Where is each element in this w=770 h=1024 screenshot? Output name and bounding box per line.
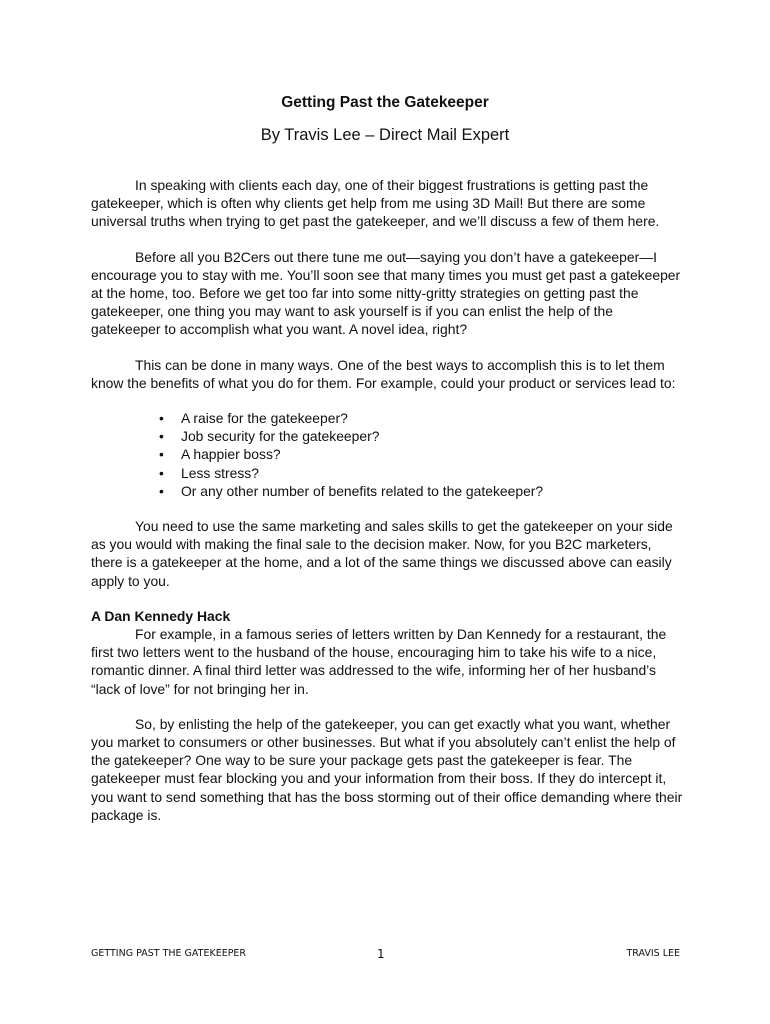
- bullet-icon: •: [159, 446, 164, 463]
- list-item-text: Less stress?: [181, 464, 259, 481]
- list-item-text: Or any other number of benefits related to the gatekeeper?: [181, 482, 544, 499]
- section-heading: A Dan Kennedy Hack: [91, 607, 231, 624]
- bullet-icon: •: [159, 464, 164, 481]
- footer-author: TRAVIS LEE: [626, 948, 680, 959]
- paragraph: This can be done in many ways. One of the best ways to accomplish this is to let them know the benefits of what you do for them. For example, could your product or services lead to:: [91, 356, 676, 391]
- document-title: Getting Past the Gatekeeper: [281, 94, 489, 111]
- paragraph: For example, in a famous series of letters written by Dan Kennedy for a restaurant, the first two letters went to the husband of the house, encouraging him to take his wife to a nice, romantic dinner. A final third letter was addressed to the wife, informing her of her husband’s “lack of love” for not bringing her in.: [91, 626, 667, 697]
- list-item-text: Job security for the gatekeeper?: [181, 428, 380, 445]
- page-number: 1: [377, 947, 385, 961]
- paragraph: In speaking with clients each day, one of their biggest frustrations is getting past the gatekeeper, which is often why clients get help from me using 3D Mail! But there are some universal truths when trying to get past the gatekeeper, and we’ll discuss a few of them here.: [91, 177, 660, 230]
- paragraph: So, by enlisting the help of the gatekeeper, you can get exactly what you want, whether you market to consumers or other businesses. But what if you absolutely can’t enlist the help of the gatekeeper? One way to be sure your package gets past the gatekeeper is fear. The gatekeeper must fear blocking you and your information from their boss. If they do intercept it, you want to send something that has the boss storming out of their office demanding where their package is.: [91, 715, 683, 823]
- list-item-text: A happier boss?: [181, 446, 281, 463]
- page-footer: [91, 946, 680, 964]
- bullet-icon: •: [159, 428, 164, 445]
- bullet-icon: •: [159, 410, 164, 427]
- list-item: [159, 427, 683, 445]
- paragraph: You need to use the same marketing and sales skills to get the gatekeeper on your side as you would with making the final sale to the decision maker. Now, for you B2C marketers, there is a gatekeeper at the home, and a lot of the same things we discussed above can easily apply to you.: [91, 518, 673, 589]
- list-item-text: A raise for the gatekeeper?: [181, 410, 348, 427]
- list-item: [159, 464, 683, 482]
- document-body: [91, 176, 683, 841]
- benefits-list: [91, 409, 683, 500]
- bullet-icon: •: [159, 482, 164, 499]
- list-item: [159, 409, 683, 427]
- list-item: [159, 482, 683, 500]
- footer-doc-title: GETTING PAST THE GATEKEEPER: [91, 948, 247, 959]
- list-item: [159, 445, 683, 463]
- document-subtitle: By Travis Lee – Direct Mail Expert: [260, 126, 510, 144]
- paragraph: Before all you B2Cers out there tune me out—saying you don’t have a gatekeeper—I encourage you to stay with me. You’ll soon see that many times you must get past a gatekeeper at the home, too. Before we get too far into some nitty-gritty strategies on getting past the gatekeeper, one thing you may want to ask yourself is if you can enlist the help of the gatekeeper to accomplish what you want. A novel idea, right?: [91, 248, 681, 338]
